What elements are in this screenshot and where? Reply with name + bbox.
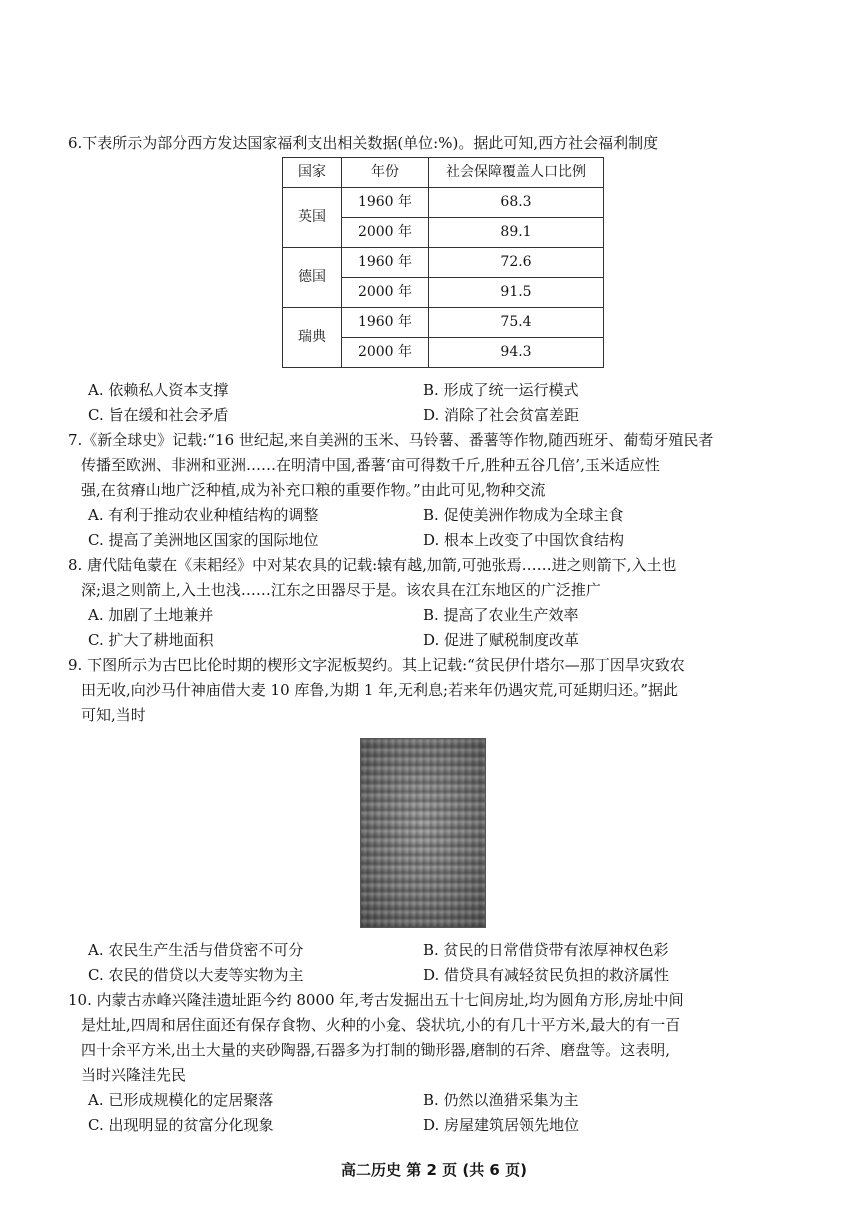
table-header-cell: 年份	[342, 158, 429, 188]
option-c[interactable]: C. 农民的借贷以大麦等实物为主	[88, 966, 304, 984]
question-9-options	[68, 938, 808, 988]
question-10-line: 是灶址,四周和居住面还有保存食物、火种的小龛、袋状坑,小的有几十平方米,最大的有一百	[81, 1016, 681, 1034]
option-a[interactable]: A. 已形成规模化的定居聚落	[88, 1091, 274, 1109]
value-cell: 91.5	[429, 278, 604, 308]
question-7-line: 传播至欧洲、非洲和亚洲……在明清中国,番薯‘亩可得数千斤,胜种五谷几倍’,玉米适应性	[81, 456, 660, 474]
option-d[interactable]: D. 促进了赋税制度改革	[423, 631, 580, 649]
question-7	[68, 428, 808, 553]
question-6	[68, 131, 808, 156]
question-7-line: 7.《新全球史》记载:“16 世纪起,来自美洲的玉米、马铃薯、番薯等作物,随西班牙、葡萄牙殖民者	[68, 431, 714, 449]
option-c[interactable]: C. 旨在缓和社会矛盾	[88, 406, 229, 424]
question-9-line: 田无收,向沙马什神庙借大麦 10 库鲁,为期 1 年,无利息;若来年仍遇灾荒,可延期归还。”据此	[81, 681, 679, 699]
question-6-options	[68, 378, 808, 428]
option-c[interactable]: C. 提高了美洲地区国家的国际地位	[88, 531, 319, 549]
year-cell: 1960 年	[342, 248, 429, 278]
question-10-line: 当时兴隆洼先民	[81, 1066, 187, 1084]
question-9-line: 9. 下图所示为古巴比伦时期的楔形文字泥板契约。其上记载:“贫民伊什塔尔—那丁因旱灾致农	[68, 656, 685, 674]
country-cell: 瑞典	[283, 308, 342, 368]
cuneiform-clay-tablet-image	[360, 738, 486, 928]
value-cell: 94.3	[429, 338, 604, 368]
table-header-cell: 社会保障覆盖人口比例	[429, 158, 604, 188]
table-row	[283, 248, 604, 278]
option-d[interactable]: D. 消除了社会贫富差距	[423, 406, 580, 424]
option-a[interactable]: A. 有利于推动农业种植结构的调整	[88, 506, 319, 524]
question-9	[68, 653, 808, 728]
country-cell: 英国	[283, 188, 342, 248]
table-header-row	[283, 158, 604, 188]
option-a[interactable]: A. 依赖私人资本支撑	[88, 381, 229, 399]
question-8-line: 深;退之则箭上,入土也浅……江东之田器尽于是。该农具在江东地区的广泛推广	[81, 581, 601, 599]
year-cell: 2000 年	[342, 278, 429, 308]
value-cell: 75.4	[429, 308, 604, 338]
page-footer: 高二历史 第 2 页 (共 6 页)	[341, 1161, 527, 1179]
option-c[interactable]: C. 扩大了耕地面积	[88, 631, 214, 649]
option-d[interactable]: D. 借贷具有减轻贫民负担的救济属性	[423, 966, 670, 984]
question-10-line: 10. 内蒙古赤峰兴隆洼遗址距今约 8000 年,考古发掘出五十七间房址,均为圆角方形,房址中间	[68, 991, 684, 1009]
option-b[interactable]: B. 提高了农业生产效率	[423, 606, 579, 624]
value-cell: 68.3	[429, 188, 604, 218]
option-b[interactable]: B. 仍然以渔猎采集为主	[423, 1091, 579, 1109]
table-row	[283, 188, 604, 218]
value-cell: 89.1	[429, 218, 604, 248]
option-b[interactable]: B. 形成了统一运行模式	[423, 381, 579, 399]
question-8	[68, 553, 808, 653]
question-8-line: 8. 唐代陆龟蒙在《耒耜经》中对某农具的记载:辕有越,加箭,可弛张焉……进之则箭下,入土也	[68, 556, 677, 574]
option-b[interactable]: B. 贫民的日常借贷带有浓厚神权色彩	[423, 941, 669, 959]
table-row	[283, 308, 604, 338]
question-6-stem: 6.下表所示为部分西方发达国家福利支出相关数据(单位:%)。据此可知,西方社会福利制度	[68, 134, 659, 152]
year-cell: 2000 年	[342, 338, 429, 368]
option-d[interactable]: D. 根本上改变了中国饮食结构	[423, 531, 625, 549]
year-cell: 1960 年	[342, 308, 429, 338]
option-d[interactable]: D. 房屋建筑居领先地位	[423, 1116, 580, 1134]
question-9-line: 可知,当时	[81, 706, 146, 724]
question-10	[68, 988, 808, 1138]
value-cell: 72.6	[429, 248, 604, 278]
option-a[interactable]: A. 农民生产生活与借贷密不可分	[88, 941, 304, 959]
year-cell: 1960 年	[342, 188, 429, 218]
country-cell: 德国	[283, 248, 342, 308]
year-cell: 2000 年	[342, 218, 429, 248]
option-b[interactable]: B. 促使美洲作物成为全球主食	[423, 506, 624, 524]
welfare-data-table	[282, 157, 604, 368]
option-a[interactable]: A. 加剧了土地兼并	[88, 606, 214, 624]
table-header-cell: 国家	[283, 158, 342, 188]
question-10-line: 四十余平方米,出土大量的夹砂陶器,石器多为打制的锄形器,磨制的石斧、磨盘等。这表明,	[81, 1041, 671, 1059]
option-c[interactable]: C. 出现明显的贫富分化现象	[88, 1116, 274, 1134]
question-7-line: 强,在贫瘠山地广泛种植,成为补充口粮的重要作物。”由此可见,物种交流	[81, 481, 546, 499]
